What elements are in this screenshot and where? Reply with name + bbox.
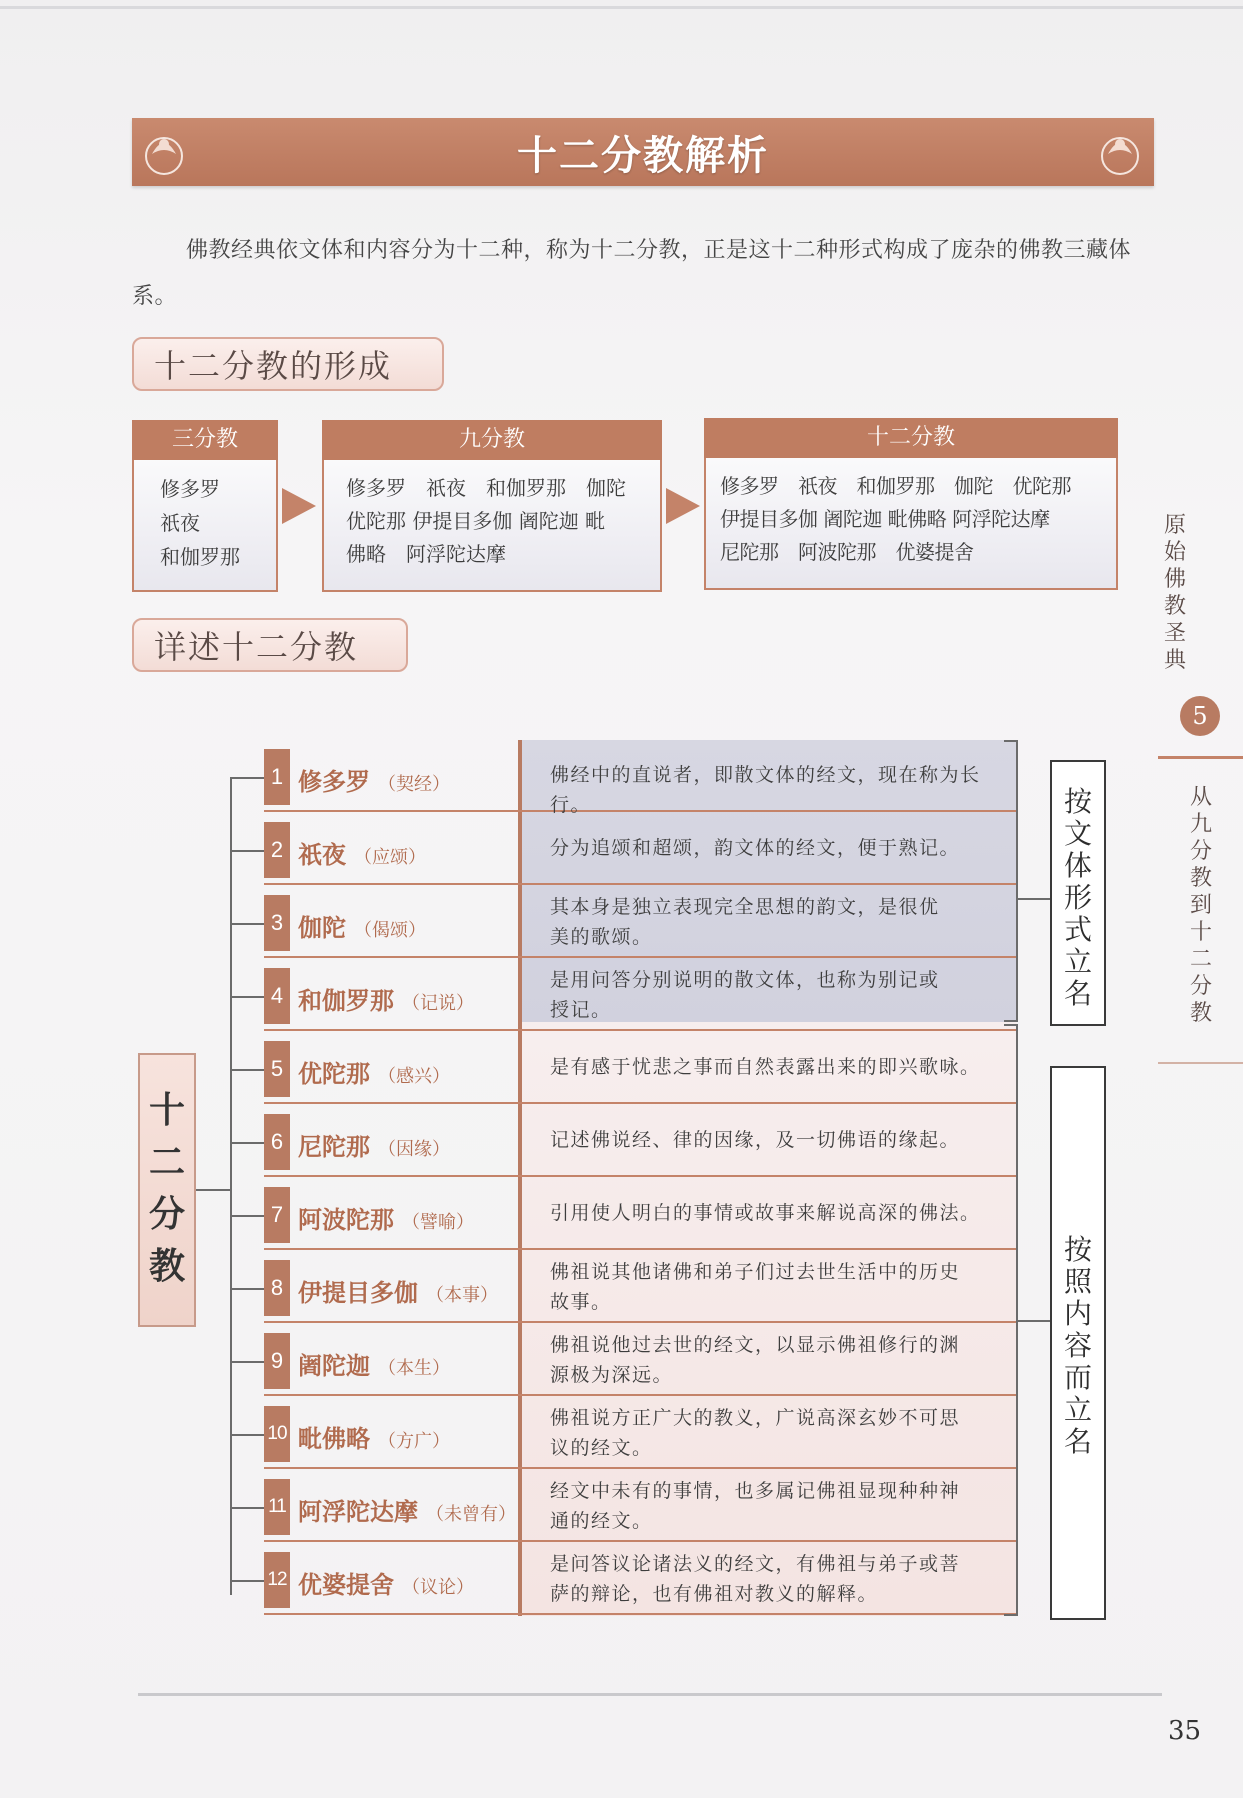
row-alias: （未曾有） bbox=[426, 1504, 516, 1525]
stage-title: 十二分教 bbox=[704, 418, 1118, 458]
category-content-box bbox=[1050, 1066, 1106, 1620]
stage-box-nine bbox=[322, 420, 662, 592]
description-line: 是有感于忧悲之事而自然表露出来的即兴歌咏。 bbox=[550, 1056, 981, 1078]
tree-trunk bbox=[230, 777, 232, 1595]
row-name bbox=[298, 1565, 474, 1600]
row-alias: （方广） bbox=[378, 1431, 450, 1452]
stage-line: 优陀那 伊提目多伽 阇陀迦 毗 bbox=[346, 509, 606, 533]
chapter-number-badge: 5 bbox=[1180, 696, 1220, 736]
row-name bbox=[298, 981, 474, 1016]
stage-line: 佛略 阿浮陀达摩 bbox=[346, 542, 506, 566]
row-rule bbox=[264, 1248, 1018, 1250]
row-alias: （本生） bbox=[378, 1358, 450, 1379]
row-description bbox=[550, 1257, 1000, 1317]
row-number: 8 bbox=[264, 1260, 290, 1316]
tree-branch bbox=[230, 1069, 264, 1071]
stage-title: 三分教 bbox=[132, 420, 278, 460]
row-name bbox=[298, 1054, 450, 1089]
stage-line: 修多罗 祇夜 和伽罗那 伽陀 优陀那 bbox=[720, 474, 1071, 498]
description-line: 通的经文。 bbox=[550, 1510, 653, 1532]
bracket-line bbox=[1016, 740, 1018, 1022]
row-rule bbox=[264, 1394, 1018, 1396]
description-line: 记述佛说经、律的因缘，及一切佛语的缘起。 bbox=[550, 1129, 961, 1151]
row-name-text: 伽陀 bbox=[298, 914, 346, 942]
tree-branch bbox=[230, 777, 264, 779]
row-number: 10 bbox=[264, 1406, 290, 1462]
row-rule bbox=[264, 1613, 1018, 1615]
row-alias: （感兴） bbox=[378, 1066, 450, 1087]
row-name bbox=[298, 908, 426, 943]
chapter-title: 原 始 佛 教 圣 典 bbox=[1163, 513, 1186, 673]
row-description bbox=[550, 1403, 1000, 1463]
side-divider bbox=[1158, 1062, 1243, 1064]
title-banner bbox=[132, 118, 1154, 186]
side-chapter-label bbox=[1160, 512, 1190, 674]
row-name bbox=[298, 1492, 516, 1527]
tree-branch bbox=[230, 1580, 264, 1582]
stage-body bbox=[706, 458, 1116, 588]
row-name bbox=[298, 1273, 498, 1308]
row-number: 2 bbox=[264, 822, 290, 878]
category-form-box bbox=[1050, 760, 1106, 1026]
tree-branch bbox=[230, 1434, 264, 1436]
bracket-link bbox=[1018, 898, 1050, 900]
column-divider bbox=[518, 740, 522, 1616]
row-name bbox=[298, 1419, 450, 1454]
row-number: 11 bbox=[264, 1479, 290, 1535]
description-line: 引用使人明白的事情或故事来解说高深的佛法。 bbox=[550, 1202, 981, 1224]
tree-branch bbox=[230, 1142, 264, 1144]
row-alias: （契经） bbox=[378, 774, 450, 795]
bracket-link bbox=[1018, 1320, 1050, 1322]
stage-line: 伊提目多伽 阇陀迦 毗佛略 阿浮陀达摩 bbox=[720, 507, 1050, 531]
tree-branch bbox=[230, 850, 264, 852]
bottom-divider bbox=[138, 1693, 1162, 1696]
category-content-label: 按 照 内 容 而 立 名 bbox=[1063, 1233, 1092, 1458]
tree-connector bbox=[196, 1189, 230, 1191]
stage-body bbox=[134, 460, 276, 590]
row-number: 9 bbox=[264, 1333, 290, 1389]
category-form-label: 按 文 体 形 式 立 名 bbox=[1063, 785, 1092, 1010]
row-name-text: 阇陀迦 bbox=[298, 1352, 370, 1380]
description-line: 萨的辩论，也有佛祖对教义的解释。 bbox=[550, 1583, 879, 1605]
row-name bbox=[298, 1127, 450, 1162]
stage-line: 修多罗 祇夜 和伽罗那 伽陀 bbox=[346, 476, 626, 500]
stage-line: 祇夜 bbox=[160, 511, 200, 535]
row-rule bbox=[264, 1175, 1018, 1177]
page-title: 十二分教解析 bbox=[517, 133, 769, 179]
row-description bbox=[550, 1549, 1000, 1609]
tree-branch bbox=[230, 996, 264, 998]
row-rule bbox=[264, 1467, 1018, 1469]
row-rule bbox=[264, 1321, 1018, 1323]
row-rule bbox=[264, 883, 1018, 885]
tree-branch bbox=[230, 1288, 264, 1290]
row-alias: （本事） bbox=[426, 1285, 498, 1306]
row-alias: （应颂） bbox=[354, 847, 426, 868]
top-divider bbox=[0, 6, 1243, 9]
description-line: 佛祖说其他诸佛和弟子们过去世生活中的历史 bbox=[550, 1261, 961, 1283]
row-description bbox=[550, 1198, 1000, 1228]
description-line: 是问答议论诸法义的经文，有佛祖与弟子或菩 bbox=[550, 1553, 961, 1575]
tree-branch bbox=[230, 1215, 264, 1217]
description-line: 经文中未有的事情，也多属记佛祖显现种种神 bbox=[550, 1480, 961, 1502]
description-line: 分为追颂和超颂，韵文体的经文，便于熟记。 bbox=[550, 837, 961, 859]
row-alias: （譬喻） bbox=[402, 1212, 474, 1233]
row-number: 6 bbox=[264, 1114, 290, 1170]
row-number: 12 bbox=[264, 1552, 290, 1608]
row-alias: （议论） bbox=[402, 1577, 474, 1598]
bracket-bottom bbox=[1004, 1020, 1018, 1022]
root-label: 十 二 分 教 bbox=[148, 1090, 185, 1287]
arrow-right-icon bbox=[282, 488, 316, 524]
description-line: 美的歌颂。 bbox=[550, 926, 653, 948]
side-section-label bbox=[1186, 784, 1216, 1027]
tree-branch bbox=[230, 1361, 264, 1363]
arrow-right-icon bbox=[666, 488, 700, 524]
row-number: 5 bbox=[264, 1041, 290, 1097]
row-number: 4 bbox=[264, 968, 290, 1024]
tree-branch bbox=[230, 1507, 264, 1509]
description-line: 其本身是独立表现完全思想的韵文，是很优 bbox=[550, 896, 940, 918]
row-name-text: 优婆提舍 bbox=[298, 1571, 394, 1599]
stage-body bbox=[324, 460, 660, 590]
row-rule bbox=[264, 956, 1018, 958]
stage-title: 九分教 bbox=[322, 420, 662, 460]
row-name bbox=[298, 835, 426, 870]
description-line: 源极为深远。 bbox=[550, 1364, 674, 1386]
root-label-box bbox=[138, 1053, 196, 1327]
row-description bbox=[550, 833, 1000, 863]
stage-line: 修多罗 bbox=[160, 477, 220, 501]
stage-line: 和伽罗那 bbox=[160, 545, 240, 569]
row-description bbox=[550, 1125, 1000, 1155]
row-rule bbox=[264, 1102, 1018, 1104]
description-line: 授记。 bbox=[550, 999, 612, 1021]
description-line: 议的经文。 bbox=[550, 1437, 653, 1459]
stage-box-twelve bbox=[704, 418, 1118, 590]
row-rule bbox=[264, 1029, 1018, 1031]
description-line: 佛祖说他过去世的经文，以显示佛祖修行的渊 bbox=[550, 1334, 961, 1356]
lotus-ornament-icon bbox=[1094, 126, 1146, 178]
row-name-text: 阿波陀那 bbox=[298, 1206, 394, 1234]
row-name bbox=[298, 1346, 450, 1381]
row-description bbox=[550, 1330, 1000, 1390]
bracket-bottom bbox=[1004, 1614, 1018, 1616]
row-alias: （因缘） bbox=[378, 1139, 450, 1160]
section-title-formation: 十二分教的形成 bbox=[132, 337, 444, 391]
intro-paragraph: 佛教经典依文体和内容分为十二种，称为十二分教，正是这十二种形式构成了庞杂的佛教三藏体系。 bbox=[132, 238, 1132, 309]
section-title: 从 九 分 教 到 十 二 分 教 bbox=[1189, 785, 1212, 1026]
description-line: 故事。 bbox=[550, 1291, 612, 1313]
row-name-text: 毗佛略 bbox=[298, 1425, 370, 1453]
stage-line: 尼陀那 阿波陀那 优婆提舍 bbox=[720, 540, 974, 564]
row-description bbox=[550, 892, 1000, 952]
row-name-text: 尼陀那 bbox=[298, 1133, 370, 1161]
tree-branch bbox=[230, 923, 264, 925]
row-name bbox=[298, 1200, 474, 1235]
row-number: 3 bbox=[264, 895, 290, 951]
row-name-text: 阿浮陀达摩 bbox=[298, 1498, 418, 1526]
row-alias: （偈颂） bbox=[354, 920, 426, 941]
row-rule bbox=[264, 1540, 1018, 1542]
row-description bbox=[550, 1052, 1000, 1082]
section-title-detail: 详述十二分教 bbox=[132, 618, 408, 672]
row-name bbox=[298, 762, 450, 797]
row-name-text: 和伽罗那 bbox=[298, 987, 394, 1015]
row-description bbox=[550, 760, 1000, 820]
row-description bbox=[550, 1476, 1000, 1536]
side-divider bbox=[1158, 756, 1243, 759]
row-number: 1 bbox=[264, 749, 290, 805]
row-name-text: 修多罗 bbox=[298, 768, 370, 796]
row-number: 7 bbox=[264, 1187, 290, 1243]
row-name-text: 优陀那 bbox=[298, 1060, 370, 1088]
row-name-text: 伊提目多伽 bbox=[298, 1279, 418, 1307]
row-alias: （记说） bbox=[402, 993, 474, 1014]
description-line: 是用问答分别说明的散文体，也称为别记或 bbox=[550, 969, 940, 991]
row-description bbox=[550, 965, 1000, 1025]
description-line: 佛经中的直说者，即散文体的经文，现在称为长行。 bbox=[550, 764, 981, 816]
row-name-text: 祇夜 bbox=[298, 841, 346, 869]
description-line: 佛祖说方正广大的教义，广说高深玄妙不可思 bbox=[550, 1407, 961, 1429]
stage-box-three bbox=[132, 420, 278, 592]
page-number: 35 bbox=[1168, 1716, 1202, 1746]
